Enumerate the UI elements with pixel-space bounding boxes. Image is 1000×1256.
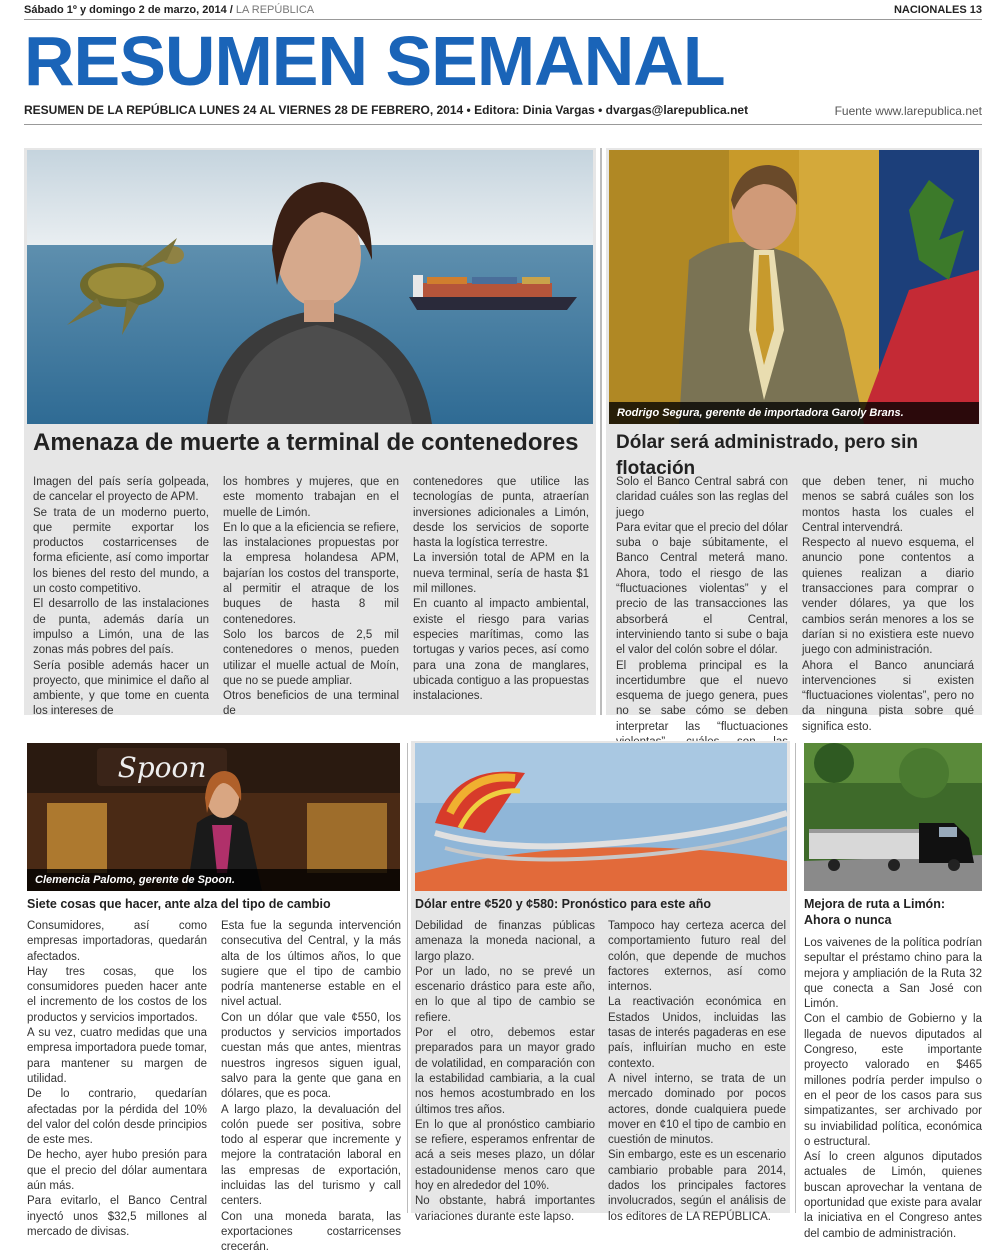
paragraph: Por un lado, no se prevé un escenario drástico para este año, en lo que al tipo de cambio se refiere. <box>415 965 595 1024</box>
paragraph: Con el cambio de Gobierno y la llegada de nuevos diputados al Congreso, este importante proyecto valorado en $465 millones podría perder impulso o en el peor de los casos para sus simpatizantes, ser archivado por su inviabilidad política, económica o estructural. <box>804 1013 982 1148</box>
truck-road-image <box>804 743 982 891</box>
paragraph: Para evitar que el precio del dólar suba o baje súbitamente, el Banco Central meterá mano. Ahora, todo el riesgo de las “fluctuaciones violentas” y el precio de las transacciones las absorberá el Central, interviniendo tanto si sube o baja el valor del colón sobre el dólar. <box>616 521 788 657</box>
story2-photo-caption: Rodrigo Segura, gerente de importadora Garoly Brans. <box>609 402 979 424</box>
paragraph: De lo contrario, quedarían afectadas por la pérdida del 10% del valor del colón desde principios de este mes. <box>27 1088 207 1147</box>
story1-column-3 <box>413 475 589 704</box>
rollercoaster-image <box>415 743 787 891</box>
paragraph: Debilidad de finanzas públicas amenaza la moneda nacional, a largo plazo. <box>415 920 595 963</box>
paragraph: A su vez, cuatro medidas que una empresa importadora puede tomar, para mantener su margen de utilidad. <box>27 1027 207 1085</box>
paragraph: Tampoco hay certeza acerca del comportamiento futuro real del colón, que depende de muchos factores externos, así como internos. <box>608 920 786 994</box>
paragraph: Ahora el Banco anunciará intervenciones si existen “fluctuaciones violentas”, pero no da ninguna pista sobre qué significa esto. <box>802 659 974 733</box>
paragraph: No obstante, habrá importantes variaciones durante este lapso. <box>415 1195 595 1223</box>
paragraph: que deben tener, ni mucho menos se sabrá cuáles son los montos hasta los cuales el Central intervendrá. <box>802 476 974 534</box>
paragraph: En lo que a la eficiencia se refiere, las instalaciones propuestas por la empresa holandesa APM, bajarían los costos del transporte, al permitir el atraque de los buques de hasta 8 mil contenedores. <box>223 521 399 626</box>
story3-headline: Siete cosas que hacer, ante alza del tipo de cambio <box>27 897 331 911</box>
paragraph: Hay tres cosas, que los consumidores pueden hacer ante el incremento de los costos de los productos y servicios importados. <box>27 965 207 1024</box>
source-credit: Fuente www.larepublica.net <box>834 104 982 118</box>
story3-column-1 <box>27 919 207 1240</box>
paragraph: De hecho, ayer hubo presión para que el precio del dólar aumentara aún más. <box>27 1149 207 1193</box>
story1-headline: Amenaza de muerte a terminal de contenedores <box>33 429 579 456</box>
story4-headline: Dólar entre ¢520 y ¢580: Pronóstico para este año <box>415 897 711 911</box>
story5-headline: Mejora de ruta a Limón: Ahora o nunca <box>804 897 945 927</box>
section-page: NACIONALES 13 <box>893 4 982 16</box>
story3-photo-caption: Clemencia Palomo, gerente de Spoon. <box>27 869 400 891</box>
story2-photo <box>609 150 979 424</box>
story2-column-2 <box>802 475 974 735</box>
paragraph: los hombres y mujeres, que en este momento trabajan en el muelle de Limón. <box>223 476 399 519</box>
edition-subline: RESUMEN DE LA REPÚBLICA LUNES 24 AL VIERNES 28 DE FEBRERO, 2014 • Editora: Dinia Vargas • dvargas@larepublica.net <box>24 103 749 117</box>
paragraph: Solo los barcos de 2,5 mil contenedores o menos, pueden utilizar el muelle actual de Moín, que no se puede ampliar. <box>223 628 399 687</box>
paragraph: Por el otro, debemos estar preparados para un mayor grado de volatilidad, en comparación con la estabilidad cambiaria, a la cual nos hemos acostumbrado en los últimos tres años. <box>415 1027 595 1116</box>
story4-column-1 <box>415 919 595 1225</box>
paragraph: Esta fue la segunda intervención consecutiva del Central, y la más alta de los últimos años, lo que sugiere que el tipo de cambio podría mantenerse estable en el nivel actual. <box>221 920 401 1009</box>
story5-column-1 <box>804 936 982 1242</box>
paragraph: Los vaivenes de la política podrían sepultar el préstamo chino para la mejora y ampliación de la Ruta 32 que conecta a San José con Limón. <box>804 937 982 1011</box>
port-collage-image <box>27 150 593 424</box>
paragraph: contenedores que utilice las tecnologías de punta, atraerían inversiones adicionales a Limón, desde los servicios de soporte hasta la logística terrestre. <box>413 476 589 550</box>
story3-photo <box>27 743 400 891</box>
publication-name: LA REPÚBLICA <box>235 4 315 16</box>
spoon-sign-text: Spoon <box>117 751 207 784</box>
paragraph: La inversión total de APM en la nueva terminal, sería de hasta $1 mil millones. <box>413 552 589 596</box>
paragraph: Sin embargo, este es un escenario cambiario probable para 2014, dados los principales factores involucrados, según el análisis de los editores de LA REPÚBLICA. <box>608 1149 786 1223</box>
paragraph: Se trata de un moderno puerto, que permite exportar los productos costarricenses de forma eficiente, así como importar los bienes del resto del mundo, a un costo competitivo. <box>33 506 209 596</box>
paragraph: Imagen del país sería golpeada, de cancelar el proyecto de APM. <box>33 476 209 504</box>
date-text: Sábado 1º y domingo 2 de marzo, 2014 / <box>24 4 236 16</box>
paragraph: El desarrollo de las instalaciones de punta, además daría un impulso a Limón, una de las zonas más pobres del país. <box>33 598 209 657</box>
story2-column-1 <box>616 475 788 766</box>
paragraph: Sería posible además hacer un proyecto, que minimice el daño al ambiente, y que tome en cuenta los intereses de <box>33 659 209 718</box>
sub-rule <box>24 124 982 125</box>
story3-column-2 <box>221 919 401 1256</box>
paragraph: En lo que al pronóstico cambiario se refiere, esperamos enfrentar de acá a seis meses plazo, un dólar estadounidense menos caro que hoy en alrededor del 10%. <box>415 1118 595 1193</box>
truck-graphic <box>809 823 974 871</box>
story1-column-2 <box>223 475 399 720</box>
paragraph: Con una moneda barata, las exportaciones costarricenses crecerán. <box>221 1210 401 1254</box>
paragraph: Otros beneficios de una terminal de <box>223 690 399 718</box>
date-line <box>24 4 314 16</box>
story4-photo <box>415 743 787 891</box>
paragraph: Así lo creen algunos diputados actuales de Limón, quienes buscan aprovechar la ventana de oportunidad que existe para avalar la iniciativa en el Congreso antes del cambio de administración. <box>804 1151 982 1240</box>
paragraph: En cuanto al impacto ambiental, existe el riesgo para varias especies marítimas, como las tortugas y varios peces, así como para una zona de manglares, ubicada contiguo a las propuestas instalaciones. <box>413 598 589 703</box>
paragraph: Con un dólar que vale ¢550, los productos y servicios importados cuestan más que antes, mientras nuestros ingresos siguen igual, salvo para la gente que gana en dólares, que es poca. <box>221 1011 401 1101</box>
page-title: RESUMEN SEMANAL <box>24 22 725 100</box>
paragraph: El problema principal es la incertidumbre que el nuevo esquema de juego genera, pues no se sabe cómo se deben interpretar las “fluctuaciones <box>616 659 788 733</box>
column-divider <box>600 148 602 715</box>
story2-headline: Dólar será administrado, pero sin flotación <box>616 432 918 479</box>
paragraph: Respecto al nuevo esquema, el anuncio pone contentos a quienes realizan a diario transacciones para comprar o vender dólares, ya que los cambios serán menores a los se darían si no existiera este nuevo juego con administración. <box>802 537 974 657</box>
story4-column-2 <box>608 919 786 1225</box>
paragraph: Solo el Banco Central sabrá con claridad cuáles son las reglas del juego <box>616 476 788 519</box>
paragraph: A nivel interno, se trata de un mercado dominado por pocos actores, donde cualquiera puede mover en ¢10 el tipo de cambio en cuestión de minutos. <box>608 1072 786 1147</box>
story1-photo <box>27 150 593 424</box>
story1-column-1 <box>33 475 209 720</box>
column-divider <box>795 743 796 1213</box>
portrait-man-image <box>609 150 979 424</box>
page-topbar <box>24 4 982 18</box>
story5-photo <box>804 743 982 891</box>
paragraph: Consumidores, así como empresas importadoras, quedarán afectados. <box>27 920 207 963</box>
paragraph: Para evitarlo, el Banco Central inyectó unos $32,5 millones al mercado de divisas. <box>27 1195 207 1238</box>
paragraph: La reactivación económica en Estados Unidos, incluidas las tasas de interés pagaderas en ese país, influirían mucho en este contexto. <box>608 996 786 1070</box>
column-divider <box>407 743 408 1213</box>
paragraph: A largo plazo, la devaluación del colón puede ser positiva, sobre todo al esperar que incremente y mejore la contratación laboral en las empresas de exportación, incluidas las del turismo y call centers. <box>221 1103 401 1208</box>
